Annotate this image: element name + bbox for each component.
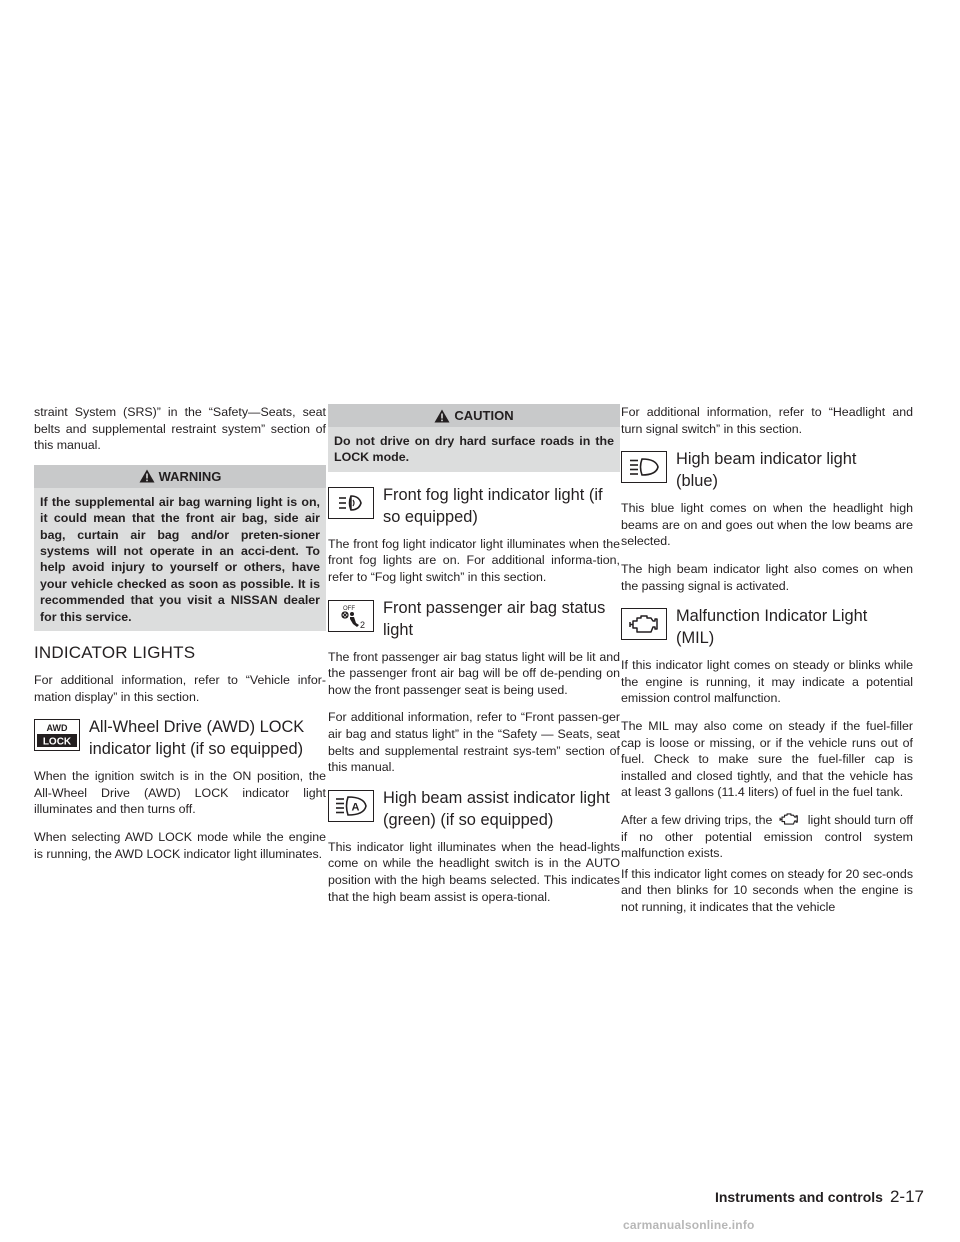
airbag-paragraph-1: The front passenger air bag status light will be lit and the passenger front air bag will be off de-pending on how the front passenger seat is being used. bbox=[328, 649, 620, 697]
page-number: 2-17 bbox=[889, 1187, 924, 1206]
section-intro: For additional information, refer to “Vehicle infor-mation display” in this section. bbox=[34, 673, 326, 704]
hba-indicator-heading bbox=[328, 787, 620, 831]
engine-check-icon bbox=[621, 608, 667, 640]
hba-paragraph-1: This indicator light illuminates when the head-lights come on while the headlight switch is in the AUTO position with the high beams selected. This indicates that the high beam assist is opera-tional. bbox=[328, 839, 620, 904]
awd-title-line2: indicator light (if so equipped) bbox=[89, 740, 304, 759]
awd-indicator-heading bbox=[34, 716, 326, 760]
hba-icon-letter: A bbox=[351, 801, 360, 814]
airbag-icon-number: 2 bbox=[360, 619, 366, 630]
warning-header bbox=[34, 465, 326, 488]
fog-indicator-heading bbox=[328, 484, 620, 528]
highbeam-paragraph-2: The high beam indicator light also comes on when the passing signal is activated. bbox=[621, 561, 913, 593]
hba-title-line1: High beam assist indicator light bbox=[383, 788, 610, 807]
caution-header bbox=[328, 404, 620, 427]
column-2 bbox=[328, 404, 620, 916]
airbag-paragraph-2: For additional information, refer to “Front passen-ger air bag and status light” in the “Safety — Seats, seat belts and supplemental restraint sys-tem” section of this manual. bbox=[328, 710, 620, 775]
column-3 bbox=[621, 404, 913, 926]
engine-check-inline-icon bbox=[778, 812, 800, 826]
fog-title-line2: so equipped) bbox=[383, 507, 478, 526]
awd-paragraph-1: When the ignition switch is in the ON position, the All-Wheel Drive (AWD) LOCK indicator light illuminates and then turns off. bbox=[34, 769, 326, 817]
mil-paragraph-4: If this indicator light comes on steady for 20 sec-onds and then blinks for 10 seconds when the engine is not running, it indicates that the vehicle bbox=[621, 866, 914, 914]
mil-p3-after: light should turn off if no other potential emission control system malfunction exists. bbox=[621, 812, 913, 861]
high-beam-assist-icon bbox=[328, 790, 374, 822]
caution-box bbox=[328, 404, 620, 472]
warning-box bbox=[34, 465, 326, 631]
warning-label: WARNING bbox=[158, 468, 222, 484]
mil-title-line1: Malfunction Indicator Light bbox=[676, 607, 868, 626]
hba-title bbox=[383, 787, 610, 831]
caution-text: Do not drive on dry hard surface roads in the LOCK mode. bbox=[334, 434, 614, 465]
airbag-title bbox=[383, 597, 605, 641]
awd-icon-top-text: AWD bbox=[46, 723, 68, 734]
caution-triangle-icon bbox=[434, 409, 450, 423]
awd-title bbox=[89, 716, 304, 760]
mil-paragraph-2: The MIL may also come on steady if the fuel-filler cap is loose or missing, or if the vehicle runs out of fuel. Check to make sure the fuel-filler cap is installed and closed tightly, and that the vehicle has at least 3 gallons (11.4 liters) of fuel in the fuel tank. bbox=[621, 718, 913, 800]
hba-title-line2: (green) (if so equipped) bbox=[383, 810, 554, 829]
mil-paragraph-1: If this indicator light comes on steady or blinks while the engine is running, it may indicate a potential emission control malfunction. bbox=[621, 658, 913, 706]
page-footer bbox=[700, 1187, 924, 1207]
airbag-icon-off-text: OFF bbox=[343, 605, 355, 612]
column-1 bbox=[34, 404, 326, 873]
mil-paragraph-3 bbox=[621, 812, 913, 862]
mil-indicator-heading bbox=[621, 605, 913, 649]
highbeam-title-line1: High beam indicator light bbox=[676, 450, 857, 469]
mil-title-line2: (MIL) bbox=[676, 629, 715, 648]
airbag-indicator-heading bbox=[328, 597, 620, 641]
mil-title bbox=[676, 605, 867, 649]
highbeam-indicator-heading bbox=[621, 448, 913, 492]
awd-icon-bottom-text: LOCK bbox=[42, 736, 72, 748]
fog-paragraph-1: The front fog light indicator light illuminates when the front fog lights are on. For additional informa-tion, refer to “Fog light switch” in this section. bbox=[328, 536, 620, 584]
fog-title-line1: Front fog light indicator light (if bbox=[383, 485, 603, 504]
awd-lock-icon bbox=[34, 719, 80, 751]
airbag-title-line1: Front passenger air bag status bbox=[383, 598, 606, 617]
high-beam-icon bbox=[621, 451, 667, 483]
intro-paragraph: straint System (SRS)” in the “Safety—Seats, seat belts and supplemental restraint system” section of this manual. bbox=[34, 405, 326, 453]
highbeam-title-line2: (blue) bbox=[676, 472, 718, 491]
caution-label: CAUTION bbox=[454, 408, 514, 423]
front-fog-light-icon bbox=[328, 487, 374, 519]
mil-p3-before: After a few driving trips, the bbox=[621, 812, 773, 827]
highbeam-title bbox=[676, 448, 856, 492]
airbag-title-line2: light bbox=[383, 620, 414, 639]
warning-text: If the supplemental air bag warning light is on, it could mean that the front air bag, side air bag, curtain air bag and/or preten-sioner systems will not operate in an acci-dent. To help avoid injury to yourself or others, have your vehicle checked as soon as possible. It is recommended that you visit a NISSAN dealer for this service. bbox=[40, 494, 320, 624]
column3-intro: For additional information, refer to “Headlight and turn signal switch” in this section. bbox=[621, 405, 913, 436]
passenger-airbag-off-icon bbox=[328, 600, 374, 632]
section-title: INDICATOR LIGHTS bbox=[34, 643, 196, 663]
awd-paragraph-2: When selecting AWD LOCK mode while the engine is running, the AWD LOCK indicator light illuminates. bbox=[34, 830, 326, 861]
watermark: carmanualsonline.info bbox=[623, 1218, 755, 1232]
footer-section-title: Instruments and controls bbox=[714, 1189, 883, 1205]
fog-title bbox=[383, 484, 603, 528]
highbeam-paragraph-1: This blue light comes on when the headlight high beams are on and goes out when the low beams are selected. bbox=[621, 501, 913, 549]
awd-title-line1: All-Wheel Drive (AWD) LOCK bbox=[89, 718, 305, 737]
warning-triangle-icon bbox=[139, 469, 155, 483]
